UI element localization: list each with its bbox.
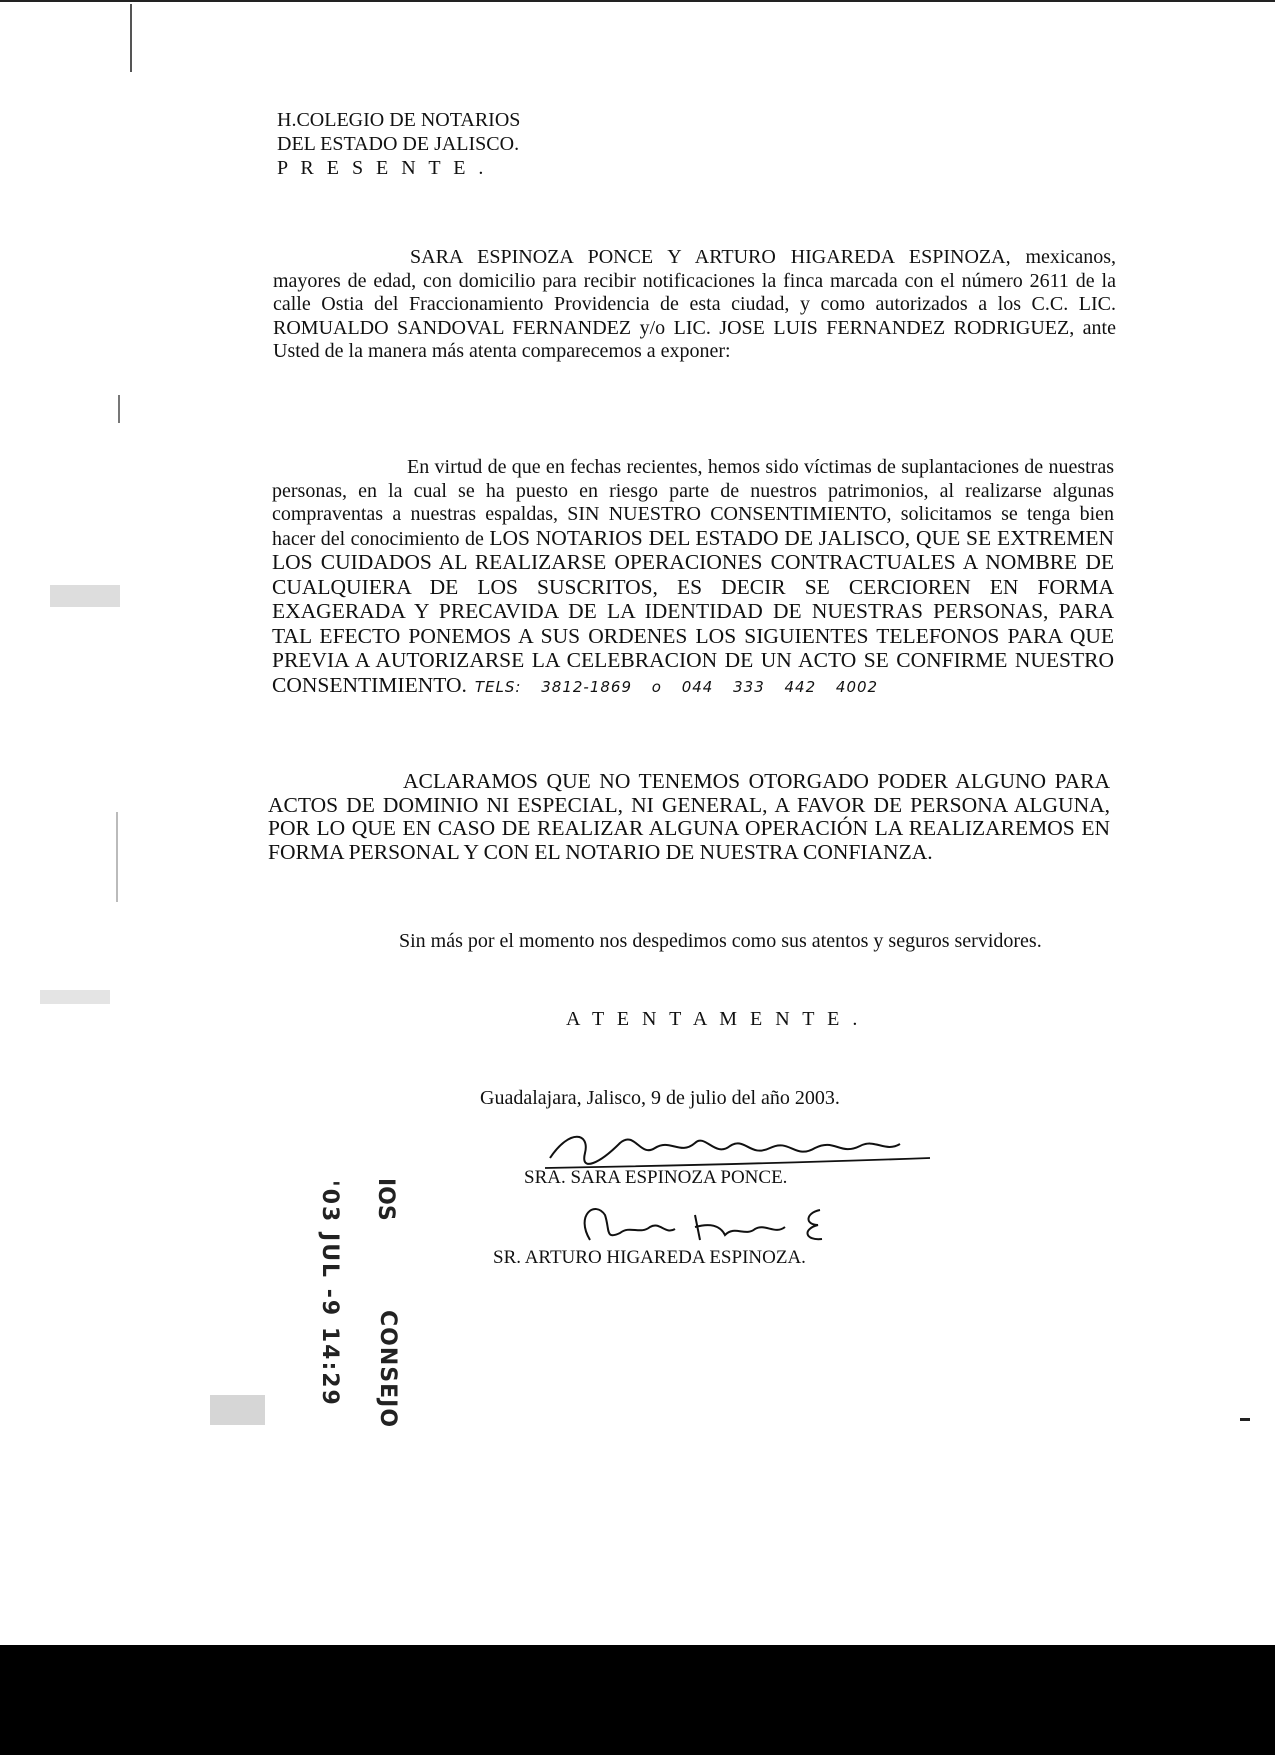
scan-bottom-band xyxy=(0,1645,1275,1755)
addressee-block xyxy=(277,108,520,180)
scan-top-edge xyxy=(0,0,1275,2)
addressee-presente: P R E S E N T E . xyxy=(277,157,488,179)
scan-speck xyxy=(118,395,120,423)
receipt-stamp xyxy=(318,1180,438,1440)
paragraph-intro xyxy=(273,246,1116,364)
scan-speck xyxy=(210,1395,265,1425)
paragraph-clarification-text: ACLARAMOS QUE NO TENEMOS OTORGADO PODER ALGUNO PARA ACTOS DE DOMINIO NI ESPECIAL, NI GENERAL, A FAVOR DE PERSONA ALGUNA, POR LO QUE EN CASO DE REALIZAR ALGUNA OPERACIÓN LA REALIZAREMOS EN FORMA PERSONAL Y CON EL NOTARIO DE NUESTRA CONFIANZA. xyxy=(268,769,1110,864)
scan-speck xyxy=(50,585,120,607)
paragraph-farewell-text: Sin más por el momento nos despedimos como sus atentos y seguros servidores. xyxy=(399,930,1042,952)
signatory-name-arturo: SR. ARTURO HIGAREDA ESPINOZA. xyxy=(493,1247,806,1268)
paragraph-request-lead: En virtud de que en fechas recientes, hemos sido víctimas de suplantaciones de nuestras personas, en la cual se ha puesto en riesgo parte de nuestros patrimonios, al realizarse algunas compraventas a nuestras espaldas, SIN NUESTRO CONSENTIMIENTO, solicitamos se tenga bien hacer del conocimiento de xyxy=(272,456,1114,550)
handwritten-phones: TELS: 3812-1869 o 044 333 442 4002 xyxy=(474,677,879,696)
scan-speck xyxy=(1240,1418,1250,1421)
addressee-line: H.COLEGIO DE NOTARIOS xyxy=(277,109,521,131)
stamp-date: '03 JUL -9 14:29 xyxy=(317,1180,342,1407)
addressee-line: DEL ESTADO DE JALISCO. xyxy=(277,133,520,155)
stamp-code: IOS xyxy=(373,1178,398,1221)
place-date: Guadalajara, Jalisco, 9 de julio del año 2003. xyxy=(480,1087,840,1109)
signatory-name-sara: SRA. SARA ESPINOZA PONCE. xyxy=(524,1167,788,1188)
paragraph-clarification xyxy=(268,770,1110,864)
stamp-office: CONSEJO xyxy=(375,1310,400,1429)
scan-edge-mark xyxy=(130,4,132,72)
scan-speck xyxy=(40,990,110,1004)
paragraph-farewell xyxy=(264,930,1109,954)
paragraph-request xyxy=(272,456,1114,699)
signature-arturo xyxy=(570,1195,840,1255)
paragraph-intro-text: SARA ESPINOZA PONCE Y ARTURO HIGAREDA ESPINOZA, mexicanos, mayores de edad, con domicilio para recibir notificaciones la finca marcada con el número 2611 de la calle Ostia del Fraccionamiento Providencia de esta ciudad, y como autorizados a los C.C. LIC. ROMUALDO SANDOVAL FERNANDEZ y/o LIC. JOSE LUIS FERNANDEZ RODRIGUEZ, ante Usted de la manera más atenta comparecemos a exponer: xyxy=(273,246,1116,362)
closing-atentamente: A T E N T A M E N T E . xyxy=(566,1008,862,1030)
scan-speck xyxy=(116,812,118,902)
paragraph-request-caps: LOS NOTARIOS DEL ESTADO DE JALISCO, QUE SE EXTREMEN LOS CUIDADOS AL REALIZARSE OPERACIONES CONTRACTUALES A NOMBRE DE CUALQUIERA DE LOS SUSCRITOS, ES DECIR SE CERCIOREN EN FORMA EXAGERADA Y PRECAVIDA DE LA IDENTIDAD DE NUESTRAS PERSONAS, PARA TAL EFECTO PONEMOS A SUS ORDENES LOS SIGUIENTES TELEFONOS PARA QUE PREVIA A AUTORIZARSE LA CELEBRACION DE UN ACTO SE CONFIRME NUESTRO CONSENTIMIENTO. xyxy=(272,525,1115,697)
